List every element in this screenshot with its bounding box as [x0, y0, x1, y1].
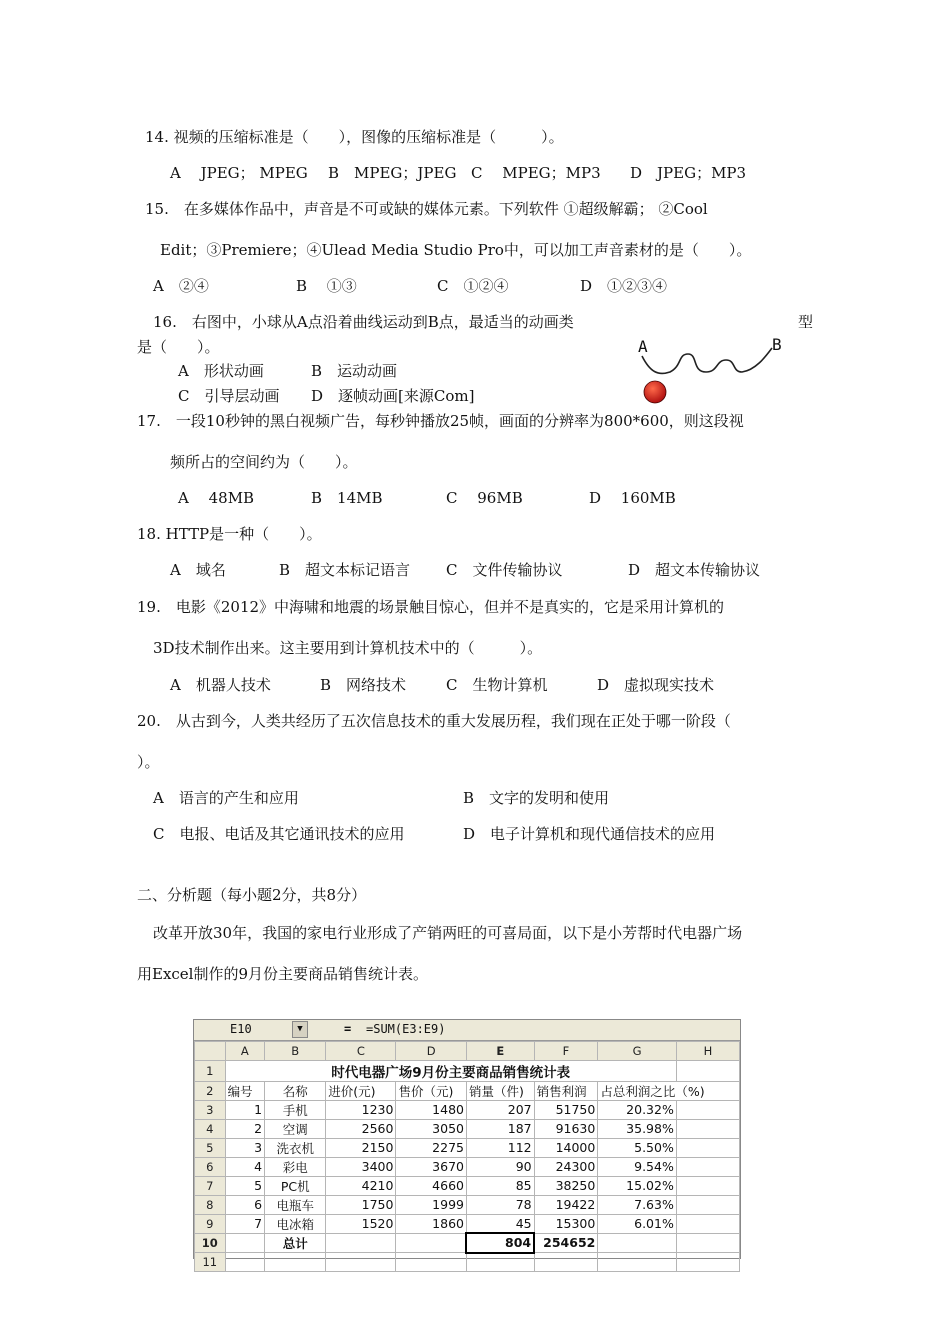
row-header: 1 — [195, 1060, 226, 1081]
section2-intro-line1: 改革开放30年，我国的家电行业形成了产销两旺的可喜局面，以下是小芳帮时代电器广场 — [153, 924, 743, 942]
cell: PC机 — [265, 1176, 326, 1195]
cell — [676, 1119, 739, 1138]
cell: 2 — [225, 1119, 265, 1138]
q16-stem-line2: 是（ ）。 — [137, 338, 220, 356]
table-row — [195, 1214, 740, 1233]
row-header: 4 — [195, 1119, 226, 1138]
cell: 7.63% — [598, 1195, 677, 1214]
cell: 5 — [225, 1176, 265, 1195]
formula-bar — [194, 1020, 740, 1041]
row-header: 7 — [195, 1176, 226, 1195]
table-row — [195, 1253, 740, 1272]
cell — [534, 1253, 598, 1272]
cell: 2275 — [396, 1138, 467, 1157]
cell: 78 — [466, 1195, 534, 1214]
q15-stem-line2: Edit；③Premiere；④Ulead Media Studio Pro中，可以加工声音素材的是（ ）。 — [160, 241, 752, 259]
q17-option-d: D 160MB — [589, 489, 676, 507]
table-row — [195, 1157, 740, 1176]
cell: 洗衣机 — [265, 1138, 326, 1157]
q16-curve-figure — [630, 332, 790, 412]
cell: 6 — [225, 1195, 265, 1214]
cell: 1480 — [396, 1100, 467, 1119]
column-header: E — [466, 1042, 534, 1061]
total-label: 总计 — [265, 1233, 326, 1253]
cell — [676, 1100, 739, 1119]
header-cell: 占总利润之比（%) — [598, 1081, 740, 1100]
cell: 1 — [225, 1100, 265, 1119]
cell — [676, 1195, 739, 1214]
table-row — [195, 1100, 740, 1119]
cell — [326, 1253, 396, 1272]
cell: 手机 — [265, 1100, 326, 1119]
cell: 85 — [466, 1176, 534, 1195]
cell: 90 — [466, 1157, 534, 1176]
cell — [676, 1157, 739, 1176]
cell: 4210 — [326, 1176, 396, 1195]
q20-option-d: D 电子计算机和现代通信技术的应用 — [463, 825, 716, 843]
q20-option-c: C 电报、电话及其它通讯技术的应用 — [153, 825, 405, 843]
table-row — [195, 1176, 740, 1195]
cell: 187 — [466, 1119, 534, 1138]
cell: 91630 — [534, 1119, 598, 1138]
cell — [676, 1253, 739, 1272]
row-header: 11 — [195, 1253, 226, 1272]
cell: 35.98% — [598, 1119, 677, 1138]
cell: 电瓶车 — [265, 1195, 326, 1214]
cell — [396, 1253, 467, 1272]
cell: 51750 — [534, 1100, 598, 1119]
cell: 24300 — [534, 1157, 598, 1176]
table-row — [195, 1060, 740, 1081]
column-header: G — [598, 1042, 677, 1061]
q15-stem-line1: 15. 在多媒体作品中，声音是不可或缺的媒体元素。下列软件 ①超级解霸； ②Cool — [145, 200, 708, 218]
q19-option-a: A 机器人技术 — [170, 676, 271, 694]
header-cell: 售价（元) — [396, 1081, 467, 1100]
cell: 20.32% — [598, 1100, 677, 1119]
cell — [225, 1233, 265, 1253]
q19-stem-line2: 3D技术制作出来。这主要用到计算机技术中的（ ）。 — [153, 639, 543, 657]
q17-option-c: C 96MB — [446, 489, 523, 507]
q19-option-c: C 生物计算机 — [446, 676, 548, 694]
cell: 9.54% — [598, 1157, 677, 1176]
name-box: E10 — [230, 1022, 252, 1036]
cell: 38250 — [534, 1176, 598, 1195]
q16-stem-line1-end: 型 — [798, 313, 814, 331]
cell: 15.02% — [598, 1176, 677, 1195]
cell: 112 — [466, 1138, 534, 1157]
column-header: H — [676, 1042, 739, 1061]
excel-sales-sheet — [193, 1019, 741, 1269]
cell: 7 — [225, 1214, 265, 1233]
ball-icon — [644, 381, 666, 403]
cell — [598, 1233, 677, 1253]
column-header: B — [265, 1042, 326, 1061]
q16-option-d: D 逐帧动画[来源Com] — [311, 387, 475, 405]
formula-text: =SUM(E3:E9) — [366, 1022, 446, 1036]
cell: 45 — [466, 1214, 534, 1233]
cell — [676, 1138, 739, 1157]
cell: 6.01% — [598, 1214, 677, 1233]
cell — [466, 1253, 534, 1272]
column-header-row — [195, 1042, 740, 1061]
cell — [676, 1176, 739, 1195]
cell: 1750 — [326, 1195, 396, 1214]
cell: 5.50% — [598, 1138, 677, 1157]
cell: 207 — [466, 1100, 534, 1119]
cell: 4660 — [396, 1176, 467, 1195]
sheet-title: 时代电器广场9月份主要商品销售统计表 — [225, 1060, 676, 1081]
q15-option-a: A ②④ — [153, 277, 209, 295]
row-header: 8 — [195, 1195, 226, 1214]
q18-option-b: B 超文本标记语言 — [279, 561, 411, 579]
motion-guide-path — [642, 348, 772, 373]
cell — [676, 1060, 739, 1081]
q16-option-a: A 形状动画 — [178, 362, 264, 380]
q18-option-c: C 文件传输协议 — [446, 561, 563, 579]
q16-option-b: B 运动动画 — [311, 362, 398, 380]
column-header: C — [326, 1042, 396, 1061]
cell: 19422 — [534, 1195, 598, 1214]
row-header: 9 — [195, 1214, 226, 1233]
q17-stem-line2: 频所占的空间约为（ ）。 — [170, 453, 358, 471]
header-cell: 销量（件) — [466, 1081, 534, 1100]
selected-cell-total-qty[interactable]: 804 — [466, 1233, 534, 1253]
row-header: 2 — [195, 1081, 226, 1100]
corner-cell — [195, 1042, 226, 1061]
q15-option-c: C ①②④ — [437, 277, 509, 295]
total-profit: 254652 — [534, 1233, 598, 1253]
q15-option-d: D ①②③④ — [580, 277, 668, 295]
q17-option-a: A 48MB — [178, 489, 255, 507]
table-row — [195, 1138, 740, 1157]
cell — [265, 1253, 326, 1272]
column-header: A — [225, 1042, 265, 1061]
q14-option-a: A JPEG； MPEG — [170, 164, 308, 182]
q20-stem-line2: ）。 — [137, 753, 160, 771]
cell: 2560 — [326, 1119, 396, 1138]
table-row — [195, 1195, 740, 1214]
cell: 3 — [225, 1138, 265, 1157]
q14-option-d: D JPEG；MP3 — [630, 164, 747, 182]
cell: 空调 — [265, 1119, 326, 1138]
column-header: F — [534, 1042, 598, 1061]
q15-option-b: B ①③ — [296, 277, 357, 295]
cell: 彩电 — [265, 1157, 326, 1176]
table-row — [195, 1081, 740, 1100]
q14-stem: 14. 视频的压缩标准是（ ），图像的压缩标准是（ ）。 — [145, 128, 564, 146]
cell: 15300 — [534, 1214, 598, 1233]
cell: 1520 — [326, 1214, 396, 1233]
cell: 3050 — [396, 1119, 467, 1138]
cell: 电冰箱 — [265, 1214, 326, 1233]
cell: 2150 — [326, 1138, 396, 1157]
q14-option-b: B MPEG；JPEG — [328, 164, 457, 182]
q20-stem-line1: 20. 从古到今，人类共经历了五次信息技术的重大发展历程，我们现在正处于哪一阶段（ — [137, 712, 731, 730]
cell: 14000 — [534, 1138, 598, 1157]
q19-option-b: B 网络技术 — [320, 676, 407, 694]
cell — [225, 1253, 265, 1272]
q17-stem-line1: 17. 一段10秒钟的黑白视频广告，每秒钟播放25帧，画面的分辨率为800*600，则这段视 — [137, 412, 744, 430]
q14-option-c: C MPEG；MP3 — [471, 164, 601, 182]
name-box-dropdown-icon: ▼ — [292, 1021, 308, 1038]
q18-stem: 18. HTTP是一种（ ）。 — [137, 525, 322, 543]
row-header: 3 — [195, 1100, 226, 1119]
table-row — [195, 1233, 740, 1253]
point-a-label: A — [638, 337, 648, 356]
row-header: 10 — [195, 1233, 226, 1253]
q20-option-b: B 文字的发明和使用 — [463, 789, 610, 807]
q20-option-a: A 语言的产生和应用 — [153, 789, 299, 807]
q17-option-b: B 14MB — [311, 489, 383, 507]
table-row — [195, 1119, 740, 1138]
cell — [396, 1233, 467, 1253]
row-header: 6 — [195, 1157, 226, 1176]
cell: 3400 — [326, 1157, 396, 1176]
q19-option-d: D 虚拟现实技术 — [597, 676, 715, 694]
section2-intro-line2: 用Excel制作的9月份主要商品销售统计表。 — [137, 965, 429, 983]
q16-option-c: C 引导层动画 — [178, 387, 280, 405]
cell — [676, 1214, 739, 1233]
cell: 1860 — [396, 1214, 467, 1233]
row-header: 5 — [195, 1138, 226, 1157]
q19-stem-line1: 19. 电影《2012》中海啸和地震的场景触目惊心，但并不是真实的，它是采用计算机的 — [137, 598, 725, 616]
q16-stem-line1: 16. 右图中，小球从A点沿着曲线运动到B点，最适当的动画类 — [153, 313, 574, 331]
column-header: D — [396, 1042, 467, 1061]
equals-sign: = — [344, 1022, 352, 1036]
section2-heading: 二、分析题（每小题2分，共8分） — [137, 886, 367, 904]
header-cell: 名称 — [265, 1081, 326, 1100]
cell — [326, 1233, 396, 1253]
q18-option-a: A 域名 — [170, 561, 226, 579]
cell: 3670 — [396, 1157, 467, 1176]
cell: 4 — [225, 1157, 265, 1176]
header-cell: 销售利润 — [534, 1081, 598, 1100]
cell — [598, 1253, 677, 1272]
cell — [676, 1233, 739, 1253]
point-b-label: B — [772, 335, 782, 354]
cell: 1999 — [396, 1195, 467, 1214]
q18-option-d: D 超文本传输协议 — [628, 561, 761, 579]
cell: 1230 — [326, 1100, 396, 1119]
sheet-grid — [194, 1041, 740, 1272]
header-cell: 编号 — [225, 1081, 265, 1100]
header-cell: 进价(元) — [326, 1081, 396, 1100]
